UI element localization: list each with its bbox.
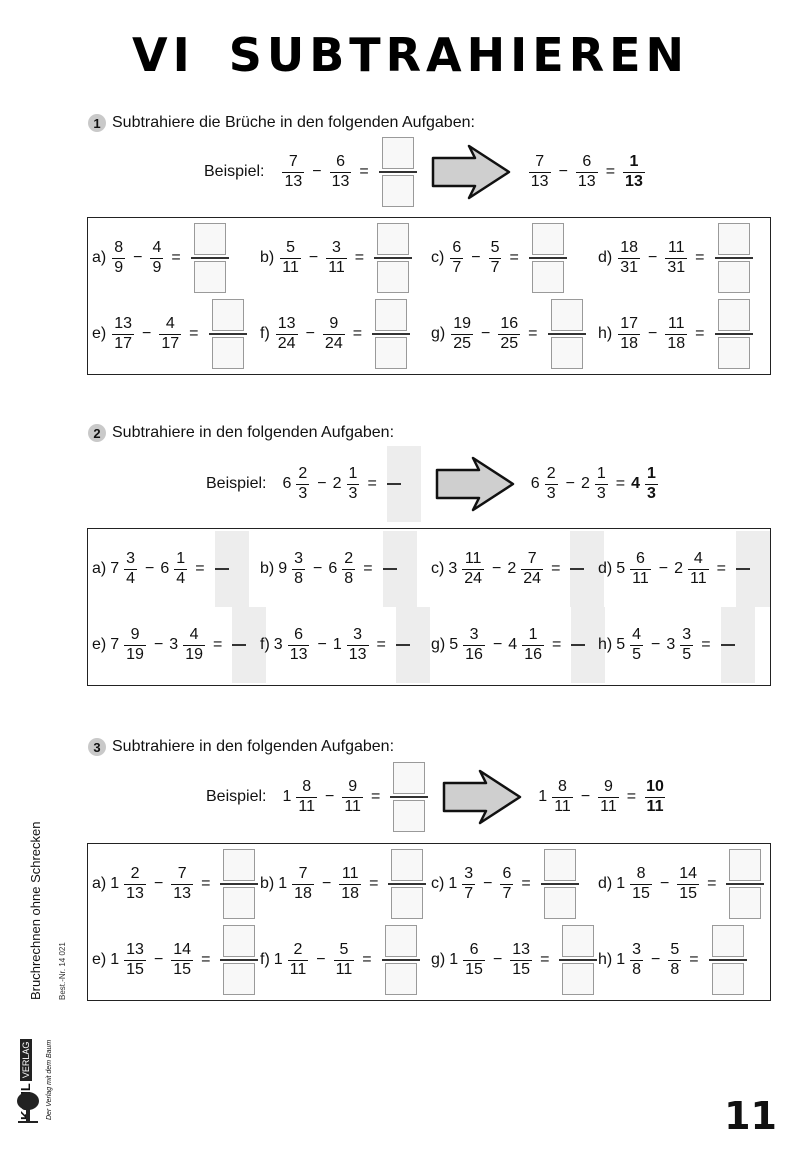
order-number: Best.-Nr. 14 021 bbox=[58, 942, 67, 1000]
answer-box[interactable] bbox=[541, 849, 579, 919]
answer-box[interactable] bbox=[529, 223, 567, 293]
fraction: $\frac{7}{13}$ bbox=[530, 152, 549, 190]
answer-box[interactable] bbox=[726, 849, 764, 919]
example-result: $\frac{1}{13}$ bbox=[625, 152, 643, 190]
fraction: $\frac{8}{11}$ bbox=[554, 777, 571, 815]
publisher-slogan: Der Verlag mit dem Baum bbox=[46, 1039, 53, 1120]
arrow-right-icon bbox=[442, 769, 522, 825]
task-d: d) $\frac{18}{31}$ − $\frac{11}{31}$ = bbox=[598, 220, 753, 296]
section-3-example: Beispiel: 1 $\frac{8}{11}$ − $\frac{9}{11}$ = 1 $\frac{8}{11}$ − $\frac{9}{11}$ = $\frac{10}{11}$ bbox=[206, 762, 670, 832]
page-number: 11 bbox=[724, 1094, 777, 1138]
task-row bbox=[88, 607, 770, 683]
chapter-title: SUBTRAHIEREN bbox=[228, 28, 690, 82]
section-2-example: Beispiel: 6 $\frac{2}{3}$ − 2 $\frac{1}{3}$ = 6 $\frac{2}{3}$ − 2 $\frac{1}{3}$ = 4 $\frac{1}{3}$ bbox=[206, 446, 662, 522]
task-row bbox=[88, 296, 770, 372]
answer-box[interactable] bbox=[715, 223, 753, 293]
answer-box[interactable] bbox=[220, 925, 258, 995]
task-f: f) 1 $\frac{2}{11}$ − $\frac{5}{11}$ = bbox=[260, 922, 420, 998]
task-c: c) 1 $\frac{3}{7}$ − $\frac{6}{7}$ = bbox=[431, 846, 579, 922]
answer-box[interactable] bbox=[379, 137, 417, 207]
fraction: $\frac{6}{13}$ bbox=[577, 152, 596, 190]
answer-box[interactable] bbox=[548, 299, 586, 369]
task-row bbox=[88, 922, 770, 998]
answer-box[interactable] bbox=[382, 925, 420, 995]
answer-box[interactable] bbox=[715, 299, 753, 369]
fraction: $\frac{1}{3}$ bbox=[596, 464, 606, 502]
fraction: $\frac{2}{3}$ bbox=[546, 464, 556, 502]
answer-box[interactable] bbox=[220, 849, 258, 919]
chapter-number: VI bbox=[132, 28, 195, 82]
task-row bbox=[88, 220, 770, 296]
instruction-text: Subtrahiere die Brüche in den folgenden Aufgaben: bbox=[112, 114, 475, 131]
task-h: h) 1 $\frac{3}{8}$ − $\frac{5}{8}$ = bbox=[598, 922, 747, 998]
section-1-instruction bbox=[88, 114, 475, 132]
answer-box[interactable] bbox=[388, 849, 426, 919]
task-a: a) 7 $\frac{3}{4}$ − 6 $\frac{1}{4}$ = bbox=[92, 531, 249, 607]
answer-box[interactable] bbox=[396, 607, 430, 683]
task-e: e) $\frac{13}{17}$ − $\frac{4}{17}$ = bbox=[92, 296, 247, 372]
task-g: g) 5 $\frac{3}{16}$ − 4 $\frac{1}{16}$ = bbox=[431, 607, 605, 683]
answer-box[interactable] bbox=[721, 607, 755, 683]
task-e: e) 1 $\frac{13}{15}$ − $\frac{14}{15}$ = bbox=[92, 922, 258, 998]
example-label: Beispiel: bbox=[204, 163, 265, 180]
answer-box[interactable] bbox=[559, 925, 597, 995]
task-f: f) 3 $\frac{6}{13}$ − 1 $\frac{3}{13}$ = bbox=[260, 607, 430, 683]
answer-box[interactable] bbox=[390, 762, 428, 832]
task-g: g) $\frac{19}{25}$ − $\frac{16}{25}$ = bbox=[431, 296, 586, 372]
section-1-tasks bbox=[87, 217, 771, 375]
task-row bbox=[88, 846, 770, 922]
arrow-right-icon bbox=[435, 456, 515, 512]
fraction: $\frac{8}{11}$ bbox=[298, 777, 315, 815]
section-2-tasks bbox=[87, 528, 771, 686]
task-a: a) $\frac{8}{9}$ − $\frac{4}{9}$ = bbox=[92, 220, 229, 296]
publisher-tag: VERLAG bbox=[20, 1039, 32, 1082]
section-number-badge: 3 bbox=[88, 738, 106, 756]
task-a: a) 1 $\frac{2}{13}$ − $\frac{7}{13}$ = bbox=[92, 846, 258, 922]
answer-box[interactable] bbox=[709, 925, 747, 995]
fraction: $\frac{7}{13}$ bbox=[284, 152, 303, 190]
task-d: d) 5 $\frac{6}{11}$ − 2 $\frac{4}{11}$ = bbox=[598, 531, 770, 607]
answer-box[interactable] bbox=[215, 531, 249, 607]
fraction: $\frac{9}{11}$ bbox=[344, 777, 361, 815]
task-h: h) $\frac{17}{18}$ − $\frac{11}{18}$ = bbox=[598, 296, 753, 372]
task-e: e) 7 $\frac{9}{19}$ − 3 $\frac{4}{19}$ = bbox=[92, 607, 266, 683]
section-number-badge: 1 bbox=[88, 114, 106, 132]
task-c: c) 3 $\frac{11}{24}$ − 2 $\frac{7}{24}$ = bbox=[431, 531, 604, 607]
answer-box[interactable] bbox=[383, 531, 417, 607]
section-2-instruction bbox=[88, 424, 394, 442]
section-number-badge: 2 bbox=[88, 424, 106, 442]
task-row bbox=[88, 531, 770, 607]
task-b: b) 1 $\frac{7}{18}$ − $\frac{11}{18}$ = bbox=[260, 846, 426, 922]
answer-box[interactable] bbox=[387, 446, 421, 522]
instruction-text: Subtrahiere in den folgenden Aufgaben: bbox=[112, 424, 395, 441]
example-label: Beispiel: bbox=[206, 475, 267, 492]
example-result-whole: 4 bbox=[631, 475, 641, 492]
answer-box[interactable] bbox=[209, 299, 247, 369]
section-3-tasks bbox=[87, 843, 771, 1001]
answer-box[interactable] bbox=[191, 223, 229, 293]
page-title bbox=[132, 28, 689, 82]
answer-box[interactable] bbox=[374, 223, 412, 293]
task-h: h) 5 $\frac{4}{5}$ − 3 $\frac{3}{5}$ = bbox=[598, 607, 755, 683]
example-result: $\frac{1}{3}$ bbox=[647, 464, 656, 502]
answer-box[interactable] bbox=[736, 531, 770, 607]
answer-box[interactable] bbox=[372, 299, 410, 369]
task-g: g) 1 $\frac{6}{15}$ − $\frac{13}{15}$ = bbox=[431, 922, 597, 998]
fraction: $\frac{6}{13}$ bbox=[331, 152, 350, 190]
task-b: b) $\frac{5}{11}$ − $\frac{3}{11}$ = bbox=[260, 220, 412, 296]
fraction: $\frac{2}{3}$ bbox=[298, 464, 308, 502]
section-3-instruction bbox=[88, 738, 394, 756]
instruction-text: Subtrahiere in den folgenden Aufgaben: bbox=[112, 738, 395, 755]
section-1-example: Beispiel: $\frac{7}{13}$ − $\frac{6}{13}$ = $\frac{7}{13}$ − $\frac{6}{13}$ = $\frac{1}{13}$ bbox=[204, 137, 649, 207]
task-f: f) $\frac{13}{24}$ − $\frac{9}{24}$ = bbox=[260, 296, 410, 372]
example-result: $\frac{10}{11}$ bbox=[646, 777, 664, 815]
book-title: Bruchrechnen ohne Schrecken bbox=[28, 821, 43, 1000]
fraction: $\frac{9}{11}$ bbox=[600, 777, 617, 815]
arrow-right-icon bbox=[431, 144, 511, 200]
example-label: Beispiel: bbox=[206, 788, 267, 805]
fraction: $\frac{1}{3}$ bbox=[348, 464, 358, 502]
task-c: c) $\frac{6}{7}$ − $\frac{5}{7}$ = bbox=[431, 220, 567, 296]
tree-icon bbox=[14, 1090, 42, 1126]
task-d: d) 1 $\frac{8}{15}$ − $\frac{14}{15}$ = bbox=[598, 846, 764, 922]
task-b: b) 9 $\frac{3}{8}$ − 6 $\frac{2}{8}$ = bbox=[260, 531, 417, 607]
